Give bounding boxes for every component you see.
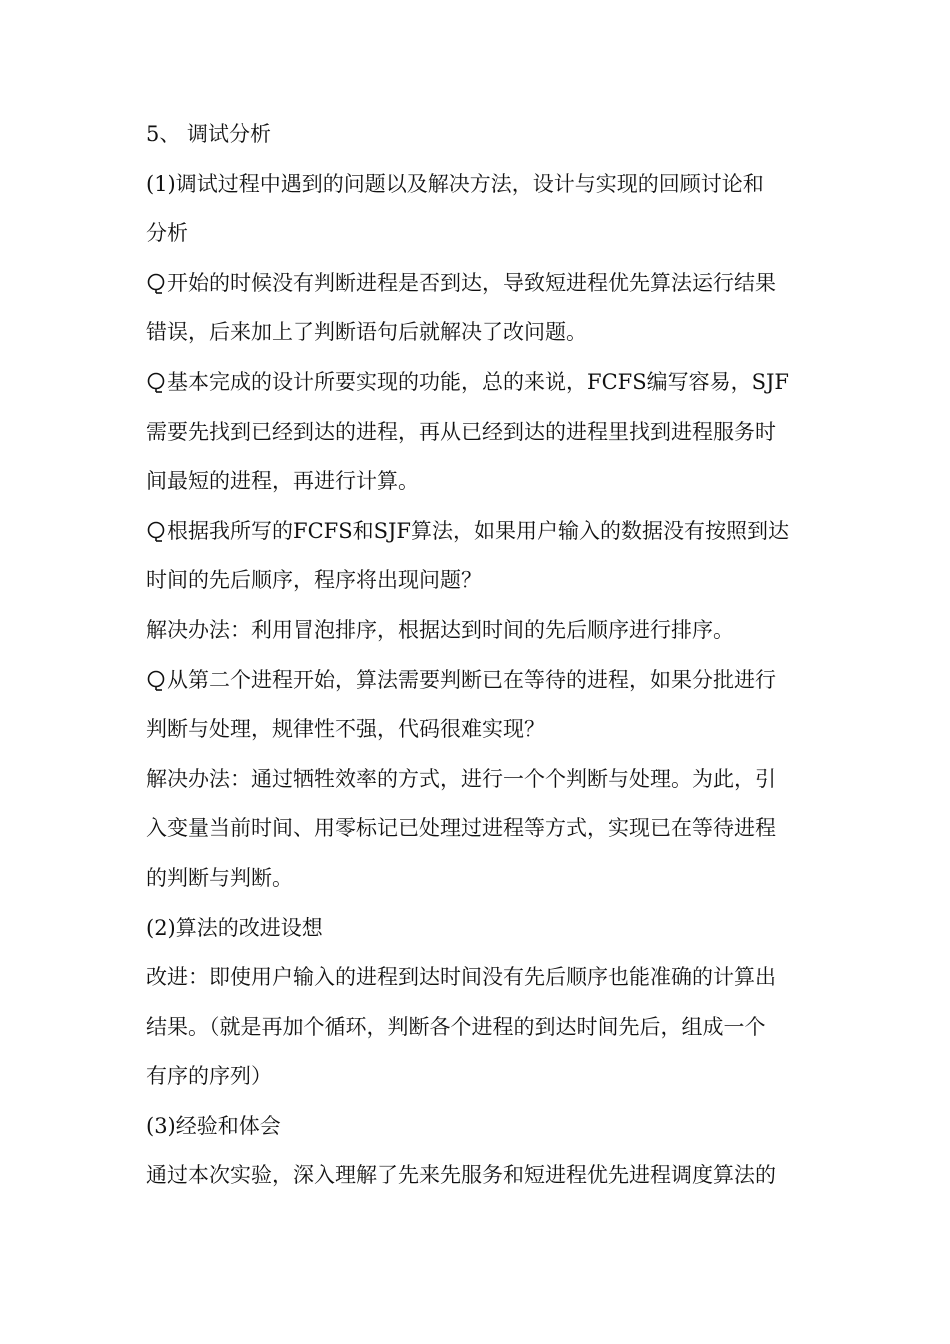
- problem-item-1: [146, 259, 811, 309]
- problem-item-1-continued: 错误，后来加上了判断语句后就解决了改问题。: [146, 320, 587, 345]
- problem-item-4-text: 从第二个进程开始，算法需要判断已在等待的进程，如果分批进行: [167, 667, 776, 692]
- problem-item-2: [146, 358, 811, 408]
- problem-item-3-text: 根据我所写的FCFS和SJF算法，如果用户输入的数据没有按照到达: [167, 518, 789, 543]
- problem-item-2-continued: 间最短的进程，再进行计算。: [146, 469, 419, 494]
- problem-item-2-continued: 需要先找到已经到达的进程，再从已经到达的进程里找到进程服务时: [146, 419, 776, 444]
- problem-item-4-solution-continued: 入变量当前时间、用零标记已处理过进程等方式，实现已在等待进程: [146, 816, 776, 841]
- q-bullet-icon: [146, 371, 166, 393]
- problem-item-4-continued: 判断与处理，规律性不强，代码很难实现？: [146, 717, 545, 742]
- q-bullet-icon: [146, 669, 166, 691]
- section1-title-continued: 分析: [146, 221, 188, 246]
- section3-title: (3)经验和体会: [146, 1113, 281, 1138]
- section2-paragraph-continued: 结果。（就是再加个循环，判断各个进程的到达时间先后，组成一个: [146, 1014, 766, 1039]
- section2-paragraph-continued: 有序的序列）: [146, 1064, 272, 1089]
- document-body: [146, 110, 811, 1201]
- problem-item-3-solution: 解决办法：利用冒泡排序，根据达到时间的先后顺序进行排序。: [146, 617, 734, 642]
- section3-paragraph: 通过本次实验，深入理解了先来先服务和短进程优先进程调度算法的: [146, 1163, 776, 1188]
- section-heading: 5、 调试分析: [146, 122, 272, 146]
- section1-title: (1)调试过程中遇到的问题以及解决方法，设计与实现的回顾讨论和: [146, 171, 764, 196]
- q-bullet-icon: [146, 520, 166, 542]
- problem-item-4-solution: 解决办法：通过牺牲效率的方式，进行一个个判断与处理。为此，引: [146, 766, 776, 791]
- section2-title: (2)算法的改进设想: [146, 915, 323, 940]
- q-bullet-icon: [146, 272, 166, 294]
- problem-item-4: [146, 656, 811, 706]
- problem-item-3-continued: 时间的先后顺序，程序将出现问题？: [146, 568, 482, 593]
- section2-paragraph: 改进：即使用户输入的进程到达时间没有先后顺序也能准确的计算出: [146, 965, 776, 990]
- problem-item-3: [146, 507, 811, 557]
- problem-item-2-text: 基本完成的设计所要实现的功能，总的来说，FCFS编写容易，SJF: [167, 369, 789, 394]
- problem-item-4-solution-continued: 的判断与判断。: [146, 865, 293, 890]
- problem-item-1-text: 开始的时候没有判断进程是否到达，导致短进程优先算法运行结果: [167, 270, 776, 295]
